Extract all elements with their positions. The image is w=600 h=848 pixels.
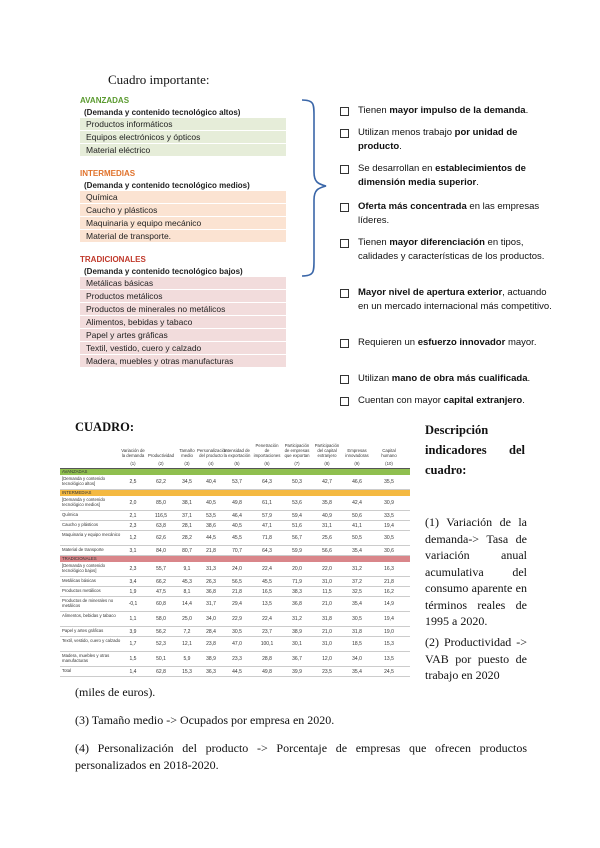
column-index: (9)	[354, 461, 360, 466]
table-cell: 1,1	[129, 616, 137, 622]
row-label: Alimentos, bebidas y tabaco	[62, 613, 116, 618]
table-cell: 35,5	[384, 479, 394, 485]
table-row	[60, 562, 410, 577]
checkbox-icon	[340, 165, 349, 174]
category-item: Metálicas básicas	[80, 277, 286, 290]
checkbox-icon	[340, 107, 349, 116]
bullet-text: Se desarrollan en	[358, 163, 436, 174]
category-item: Química	[80, 191, 286, 204]
table-cell: 34,0	[352, 656, 362, 662]
table-cell: 42,4	[352, 500, 362, 506]
table-cell: 46,4	[232, 512, 242, 519]
column-index: (4)	[208, 461, 214, 466]
table-cell: 47,1	[262, 522, 272, 529]
table-row	[60, 577, 410, 587]
row-label: Maquinaria y equipo mecánico	[62, 532, 121, 537]
table-cell: 37,2	[352, 578, 362, 585]
category-item: Material de transporte.	[80, 230, 286, 243]
row-label: Caucho y plásticos	[62, 522, 99, 527]
bullet-text: .	[525, 105, 529, 116]
table-cell: 23,7	[262, 628, 272, 635]
bullet-text: en las empresas líderes.	[358, 201, 540, 226]
column-index: (10)	[385, 461, 393, 466]
table-cell: 58,0	[156, 616, 166, 622]
table-band: AVANZADAS	[60, 469, 410, 475]
checkbox-icon	[340, 289, 349, 298]
table-cell: 66,2	[156, 578, 166, 585]
table-row	[60, 612, 410, 627]
table-cell: 19,4	[384, 616, 394, 622]
table-cell: 33,5	[384, 512, 394, 519]
table-cell: 24,5	[384, 668, 394, 675]
table-cell: 40,5	[206, 500, 216, 506]
bullet-item	[340, 200, 555, 227]
bullet-text: .	[399, 140, 402, 152]
table-cell: 30,6	[384, 547, 394, 554]
table-cell: 26,3	[206, 578, 216, 585]
classification-block	[80, 96, 286, 368]
table-cell: 59,4	[292, 512, 302, 519]
table-cell: 49,8	[232, 500, 242, 506]
table-cell: 3,9	[129, 628, 137, 635]
bullet-text: en tipos, calidades y características de los productos.	[358, 237, 545, 262]
table-cell: 23,8	[206, 641, 216, 647]
table-cell: 12,0	[322, 656, 332, 662]
table-cell: 1,9	[129, 588, 137, 595]
table-cell: 21,8	[384, 578, 394, 585]
checkbox-icon	[340, 239, 349, 248]
row-label: Textil, vestido, cuero y calzado	[62, 638, 121, 643]
bullet-text: Utilizan	[358, 373, 392, 384]
category-item: Madera, muebles y otras manufacturas	[80, 355, 286, 368]
row-label: [Demanda y contenido tecnológico medios]	[62, 497, 105, 507]
table-cell: 56,2	[156, 628, 166, 635]
column-header: Participación del capital extranjero	[314, 443, 340, 458]
table-cell: 7,2	[183, 628, 191, 635]
table-row	[60, 546, 410, 556]
table-cell: 70,7	[232, 547, 242, 554]
table-cell: 25,6	[322, 535, 332, 541]
column-header: Empresas innovadoras	[345, 448, 369, 458]
table-cell: 23,5	[322, 668, 332, 675]
table-cell: 1,2	[129, 535, 137, 541]
category-item: Productos metálicos	[80, 290, 286, 303]
category-2	[80, 255, 286, 368]
table-cell: 80,7	[182, 547, 192, 554]
bullet-text: .	[476, 176, 479, 188]
table-cell: 13,5	[262, 601, 272, 607]
table-cell: 53,6	[292, 500, 302, 506]
table-band: TRADICIONALES	[60, 556, 410, 562]
table-cell: 50,5	[352, 535, 362, 541]
category-item: Textil, vestido, cuero y calzado	[80, 342, 286, 355]
description-p3: (3) Tamaño medio -> Ocupados por empresa en 2020.	[75, 713, 335, 727]
column-index: (6)	[264, 461, 270, 466]
description-title: Descripción indicadores del cuadro:	[425, 423, 525, 477]
table-cell: 1,5	[129, 656, 137, 662]
table-cell: 30,9	[384, 500, 394, 506]
bullet-text: mayor.	[505, 337, 537, 348]
category-0	[80, 96, 286, 157]
table-cell: 36,7	[292, 656, 302, 662]
table-cell: 40,4	[206, 479, 216, 485]
table-cell: 32,5	[352, 588, 362, 595]
table-cell: 31,1	[322, 522, 332, 529]
bullet-text: .	[522, 395, 525, 406]
table-cell: 38,3	[292, 588, 302, 595]
table-cell: 22,0	[322, 566, 332, 572]
bullet-text: .	[527, 373, 531, 384]
column-index: (7)	[294, 461, 300, 466]
bullet-item	[340, 372, 555, 386]
row-label: [Demanda y contenido tecnológico bajos]	[62, 563, 105, 573]
table-cell: 28,4	[206, 628, 216, 635]
bullet-bold-text: mano de obra más cualificada	[391, 373, 528, 384]
table-cell: 56,6	[322, 547, 332, 554]
table-cell: 11,5	[322, 588, 332, 595]
table-cell: 35,4	[352, 547, 362, 554]
table-cell: 45,5	[262, 578, 272, 585]
bullet-item	[340, 286, 555, 313]
column-index: (8)	[324, 461, 330, 466]
table-cell: 47,0	[232, 641, 242, 647]
table-cell: 41,1	[352, 522, 362, 529]
table-cell: 100,1	[260, 641, 274, 647]
category-item: Alimentos, bebidas y tabaco	[80, 316, 286, 329]
table-cell: 56,5	[232, 578, 242, 585]
table-cell: 35,4	[352, 601, 362, 607]
table-cell: 22,9	[232, 616, 242, 622]
row-label: Madera, muebles y otras manufacturas	[62, 653, 110, 663]
table-cell: 9,1	[183, 566, 191, 572]
table-cell: 22,4	[262, 616, 272, 622]
table-cell: 51,6	[292, 522, 302, 529]
category-subtitle: (Demanda y contenido tecnológico bajos)	[84, 267, 243, 276]
category-1	[80, 169, 286, 243]
table-cell: 40,9	[322, 512, 332, 519]
table-cell: 31,3	[206, 566, 216, 572]
indicators-table	[60, 424, 410, 677]
bullet-bold-text: mayor impulso de la demanda	[389, 105, 526, 116]
table-cell: 14,9	[384, 601, 394, 607]
table-cell: 21,8	[206, 547, 216, 554]
table-row	[60, 627, 410, 637]
bullet-item	[340, 236, 555, 263]
bullet-item	[340, 104, 555, 118]
table-row	[60, 597, 410, 612]
category-item: Material eléctrico	[80, 144, 286, 157]
bullet-bold-text: establecimientos de dimensión media superior	[358, 163, 526, 188]
column-header: Productividad	[147, 453, 175, 458]
description-p1: (1) Variación de la demanda-> Tasa de variación anual acumulativa del consumo aparente en términos reales de 1995 a 2020.	[425, 515, 527, 628]
row-label: Material de transporte	[62, 547, 104, 552]
bullet-text: Cuentan con mayor	[358, 395, 444, 406]
table-cell: 42,7	[322, 479, 332, 485]
table-cell: 52,3	[156, 641, 166, 647]
table-cell: 18,5	[352, 641, 362, 647]
table-cell: 31,0	[322, 641, 332, 647]
table-cell: 64,3	[262, 479, 272, 485]
table-cell: 44,5	[232, 668, 242, 675]
row-label: Productos de minerales no metálicos	[62, 598, 114, 608]
checkbox-icon	[340, 203, 349, 212]
description-p2: (2) Productividad -> VAB por puesto de trabajo en 2020	[425, 635, 527, 682]
table-cell: 21,8	[232, 588, 242, 595]
table-cell: 30,5	[352, 616, 362, 622]
table-cell: 29,4	[232, 601, 242, 607]
table-cell: 31,2	[292, 616, 302, 622]
table-row	[60, 475, 410, 490]
table-cell: 28,8	[262, 656, 272, 662]
category-item: Productos informáticos	[80, 118, 286, 131]
description-p2-cont: (miles de euros).	[75, 685, 156, 699]
table-cell: 116,5	[154, 512, 168, 519]
bullet-bold-text: Oferta más concentrada	[358, 201, 467, 212]
table-cell: 30,1	[292, 641, 302, 647]
bullet-item	[340, 394, 555, 408]
table-cell: 46,6	[352, 479, 362, 485]
table-cell: 50,3	[292, 479, 302, 485]
section-heading: Cuadro importante:	[108, 72, 210, 87]
table-cell: 57,9	[262, 512, 272, 519]
table-cell: 14,4	[182, 601, 192, 607]
table-cell: 47,5	[156, 588, 166, 595]
table-cell: 39,9	[292, 668, 302, 675]
category-subtitle: (Demanda y contenido tecnológico altos)	[84, 108, 241, 117]
table-cell: 35,4	[352, 668, 362, 675]
description-p4: (4) Personalización del producto -> Porcentaje de empresas que ofrecen productos personalizados en 2018-2020.	[75, 741, 527, 772]
table-cell: 30,5	[384, 535, 394, 541]
table-cell: 13,5	[384, 656, 394, 662]
table-cell: 8,1	[183, 588, 191, 595]
table-row	[60, 667, 410, 677]
column-index: (5)	[234, 461, 240, 466]
table-cell: 60,8	[156, 601, 166, 607]
table-cell: 2,0	[129, 500, 137, 506]
table-cell: 2,5	[129, 479, 137, 485]
category-title: AVANZADAS	[80, 96, 130, 105]
bullet-text: Utilizan menos trabajo	[358, 127, 455, 138]
table-cell: 25,0	[182, 616, 192, 622]
table-cell: 2,3	[129, 566, 137, 572]
table-cell: 62,2	[156, 479, 166, 485]
table-cell: 50,1	[156, 656, 166, 662]
table-cell: 37,1	[182, 512, 192, 519]
table-cell: 2,1	[129, 512, 137, 519]
table-cell: 28,2	[182, 535, 192, 541]
table-row	[60, 521, 410, 531]
table-cell: 64,3	[262, 547, 272, 554]
table-cell: 36,3	[206, 668, 216, 675]
column-header: Intensidad de la exportación	[223, 448, 251, 458]
table-cell: 31,0	[322, 578, 332, 585]
table-cell: 53,7	[232, 479, 242, 485]
table-cell: 35,8	[322, 500, 332, 506]
table-cell: 31,8	[352, 628, 362, 635]
row-label: Química	[62, 512, 78, 517]
bullet-item	[340, 162, 555, 189]
bullet-bold-text: Mayor nivel de apertura exterior	[358, 287, 503, 298]
table-cell: 62,8	[156, 668, 166, 675]
table-cell: 84,0	[156, 547, 166, 554]
table-cell: 36,8	[206, 588, 216, 595]
table-cell: 16,5	[262, 588, 272, 595]
column-header: Personalización del producto	[197, 448, 228, 458]
column-header: Penetración de importaciones	[253, 443, 281, 458]
table-row	[60, 511, 410, 521]
table-header	[60, 424, 410, 460]
column-index: (2)	[158, 461, 164, 466]
table-cell: 30,5	[232, 628, 242, 635]
table-cell: 28,1	[182, 522, 192, 529]
category-item: Productos de minerales no metálicos	[80, 303, 286, 316]
category-title: INTERMEDIAS	[80, 169, 136, 178]
category-subtitle: (Demanda y contenido tecnológico medios)	[84, 181, 250, 190]
bullet-bold-text: esfuerzo innovador	[417, 337, 506, 348]
table-cell: 31,7	[206, 601, 216, 607]
table-cell: 38,9	[206, 656, 216, 662]
bullet-bold-text: capital extranjero	[443, 395, 523, 406]
column-header: Capital humano	[381, 448, 397, 458]
table-cell: 15,3	[384, 641, 394, 647]
table-cell: -0,1	[128, 601, 138, 607]
bullet-item	[340, 126, 555, 153]
table-cell: 1,4	[129, 668, 137, 675]
table-row	[60, 496, 410, 511]
table-cell: 45,5	[232, 535, 242, 541]
category-item: Equipos electrónicos y ópticos	[80, 131, 286, 144]
bullet-text: Tienen	[358, 105, 390, 116]
table-cell: 21,0	[322, 601, 332, 607]
bullet-bold-text: mayor diferenciación	[389, 237, 485, 248]
table-cell: 31,8	[322, 616, 332, 622]
table-cell: 24,0	[232, 566, 242, 572]
table-cell: 55,7	[156, 566, 166, 572]
table-row	[60, 637, 410, 652]
row-label: Metálicas básicas	[62, 578, 96, 583]
table-cell: 44,5	[206, 535, 216, 541]
table-label: CUADRO:	[75, 420, 135, 434]
table-cell: 36,8	[292, 601, 302, 607]
table-cell: 3,1	[129, 547, 137, 554]
table-cell: 85,0	[156, 500, 166, 506]
table-cell: 22,4	[262, 566, 272, 572]
checkbox-icon	[340, 397, 349, 406]
bullet-text: Requieren un	[358, 337, 418, 348]
bullet-bold-text: por unidad de producto	[358, 127, 518, 152]
table-cell: 59,9	[292, 547, 302, 554]
category-item: Papel y artes gráficas	[80, 329, 286, 342]
table-cell: 61,1	[262, 500, 272, 506]
table-cell: 62,6	[156, 535, 166, 541]
checkbox-icon	[340, 339, 349, 348]
table-row	[60, 531, 410, 546]
table-row	[60, 652, 410, 667]
table-cell: 1,7	[129, 641, 137, 647]
table-cell: 71,9	[292, 578, 302, 585]
bullet-text: , actuando en un mercado internacional más competitivo.	[358, 287, 552, 312]
table-cell: 19,0	[384, 628, 394, 635]
table-row	[60, 587, 410, 597]
column-index: (3)	[184, 461, 190, 466]
column-header: Participación de empresas que exportan	[284, 443, 310, 458]
table-cell: 56,7	[292, 535, 302, 541]
column-header: Variación de la demanda	[121, 448, 145, 458]
table-cell: 12,1	[182, 641, 192, 647]
table-cell: 21,0	[322, 628, 332, 635]
category-item: Maquinaria y equipo mecánico	[80, 217, 286, 230]
table-cell: 23,3	[232, 656, 242, 662]
table-cell: 50,6	[352, 512, 362, 519]
table-cell: 16,3	[384, 566, 394, 572]
table-cell: 15,3	[182, 668, 192, 675]
row-label: Productos metálicos	[62, 588, 101, 593]
table-cell: 16,2	[384, 588, 394, 595]
column-index: (1)	[130, 461, 136, 466]
column-header: Tamaño medio	[179, 448, 195, 458]
table-cell: 20,0	[292, 566, 302, 572]
checkbox-icon	[340, 375, 349, 384]
table-cell: 19,4	[384, 522, 394, 529]
table-cell: 5,9	[183, 656, 191, 662]
table-cell: 3,4	[129, 578, 137, 585]
table-cell: 45,3	[182, 578, 192, 585]
table-cell: 71,8	[262, 535, 272, 541]
bullet-text: Tienen	[358, 237, 390, 248]
table-cell: 63,8	[156, 522, 166, 529]
row-label: Total	[62, 668, 72, 673]
table-cell: 40,5	[232, 522, 242, 529]
table-cell: 49,8	[262, 668, 272, 675]
table-cell: 38,6	[206, 522, 216, 529]
table-cell: 34,5	[182, 479, 192, 485]
table-cell: 38,9	[292, 628, 302, 635]
table-cell: 34,0	[206, 616, 216, 622]
table-cell: 2,3	[129, 522, 137, 529]
row-label: [Demanda y contenido tecnológico altos]	[62, 476, 105, 486]
bullet-item	[340, 336, 555, 350]
category-title: TRADICIONALES	[80, 255, 146, 264]
table-band: INTERMEDIAS	[60, 490, 410, 496]
table-index-row	[60, 460, 410, 469]
category-item: Caucho y plásticos	[80, 204, 286, 217]
brace-icon	[300, 96, 328, 280]
checkbox-icon	[340, 129, 349, 138]
table-cell: 53,5	[206, 512, 216, 519]
table-cell: 31,2	[352, 566, 362, 572]
row-label: Papel y artes gráficas	[62, 628, 104, 633]
table-cell: 38,1	[182, 500, 192, 506]
